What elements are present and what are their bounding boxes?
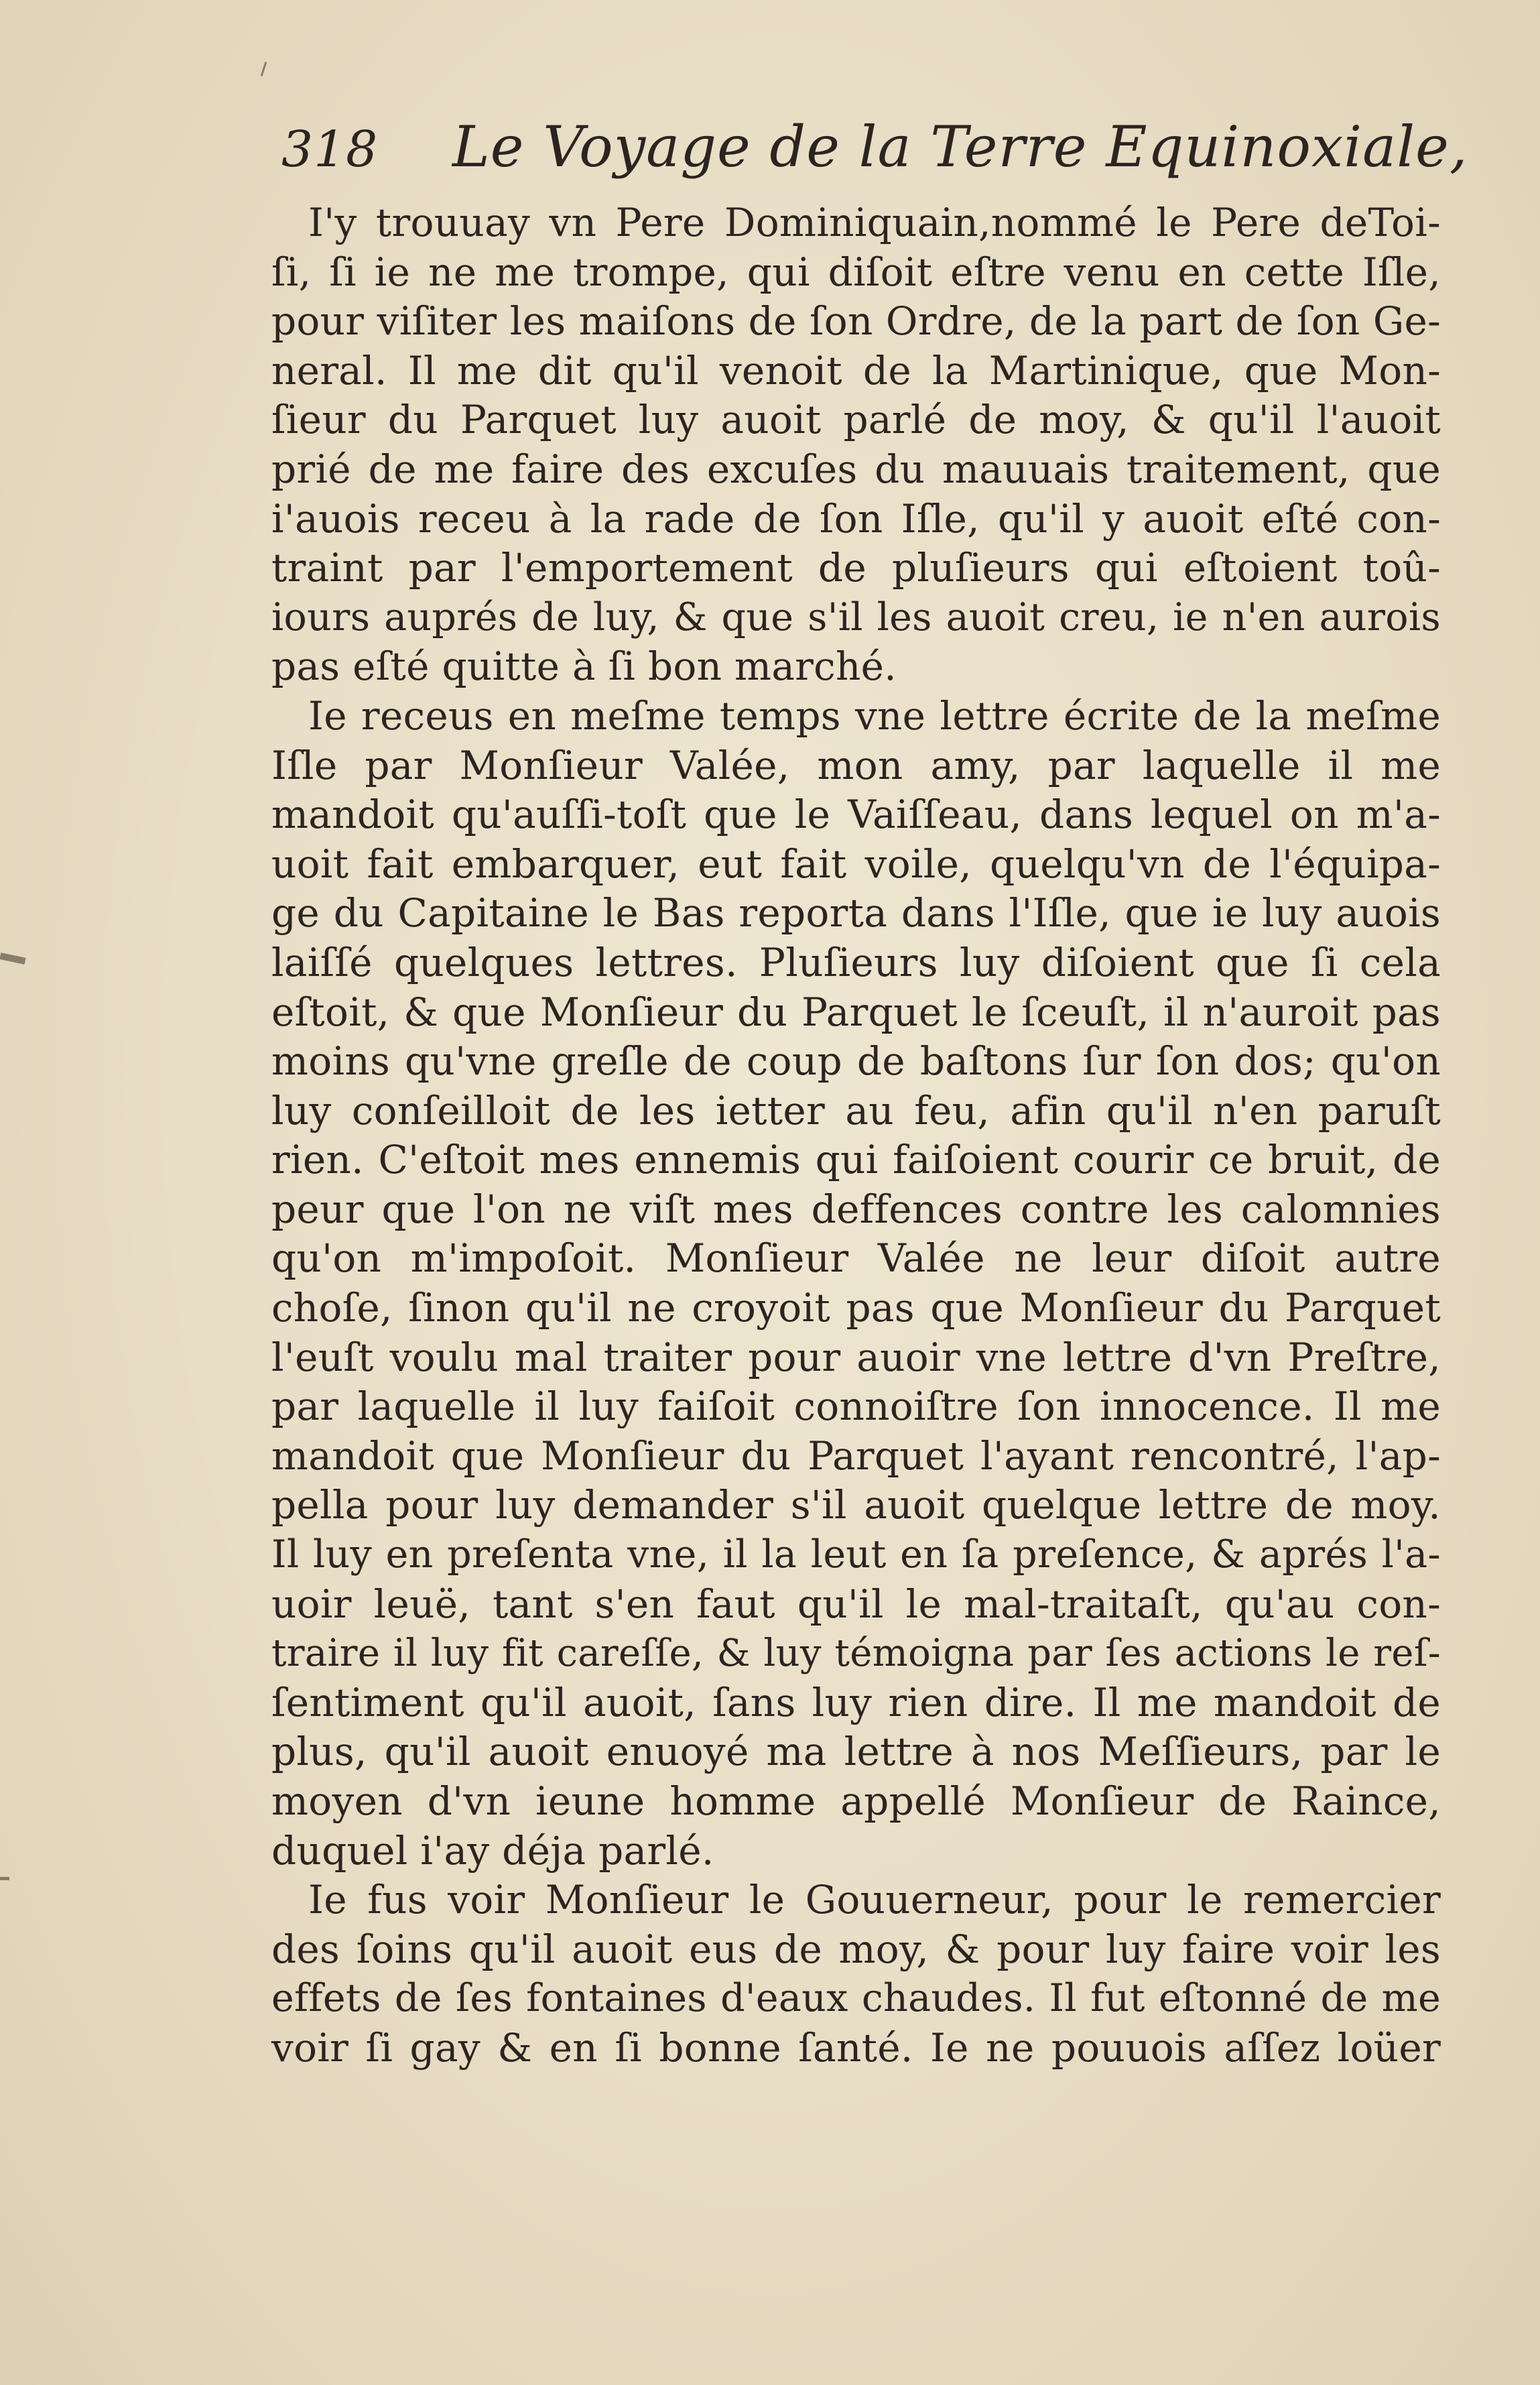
text-line: duquel i'ay déja parlé. xyxy=(271,1827,714,1874)
text-line: I'y trouuay vn Pere Dominiquain,nommé le Pere deToi- xyxy=(308,200,1441,245)
text-line: voir ſi gay & en ſi bonne ſanté. Ie ne pouuois aſſez loüer xyxy=(271,2024,1441,2071)
text-line: neral. Il me dit qu'il venoit de la Martinique, que Mon- xyxy=(271,347,1441,393)
text-line: Iſle par Monſieur Valée, mon amy, par laquelle il me xyxy=(271,742,1441,788)
page-header xyxy=(281,114,1468,194)
text-line: luy conſeilloit de les ietter au feu, afin qu'il n'en paruſt xyxy=(271,1087,1441,1134)
running-title: Le Voyage de la Terre Equinoxiale, xyxy=(452,114,1468,180)
text-line: l'euſt voulu mal traiter pour auoir vne lettre d'vn Preſtre, xyxy=(271,1334,1441,1380)
text-line: moins qu'vne greſle de coup de baſtons ſur ſon dos; qu'on xyxy=(271,1038,1441,1085)
text-line: Il luy en preſenta vne, il la leut en ſa preſence, & aprés l'a- xyxy=(271,1532,1441,1577)
text-line: Ie fus voir Monſieur le Gouuerneur, pour le remercier xyxy=(308,1877,1441,1923)
margin-speck xyxy=(0,953,26,965)
text-line: i'auois receu à la rade de ſon Iſle, qu'il y auoit eſté con- xyxy=(271,495,1441,542)
margin-speck xyxy=(0,1877,9,1880)
text-line: traire il luy fit careſſe, & luy témoigna par ſes actions le reſ- xyxy=(271,1632,1441,1676)
text-line: ſi, ſi ie ne me trompe, qui diſoit eſtre venu en cette Iſle, xyxy=(271,249,1441,295)
text-line: iours auprés de luy, & que s'il les auoit creu, ie n'en aurois xyxy=(271,595,1441,639)
text-line: prié de me faire des excuſes du mauuais traitement, que xyxy=(271,446,1441,492)
text-line: qu'on m'impoſoit. Monſieur Valée ne leur diſoit autre xyxy=(271,1235,1441,1282)
text-line: effets de ſes fontaines d'eaux chaudes. Il fut eſtonné de me xyxy=(271,1976,1441,2021)
text-line: mandoit qu'auſſi-toſt que le Vaiſſeau, dans lequel on m'a- xyxy=(271,792,1441,838)
text-line: ſieur du Parquet luy auoit parlé de moy, & qu'il l'auoit xyxy=(271,397,1441,443)
text-line: par laquelle il luy faiſoit connoiſtre ſon innocence. Il me xyxy=(271,1384,1441,1430)
text-line: pour viſiter les maiſons de ſon Ordre, de la part de ſon Ge- xyxy=(271,298,1441,345)
text-line: uoit fait embarquer, eut fait voile, quelqu'vn de l'équipa- xyxy=(271,841,1441,887)
body-text xyxy=(271,198,1441,2073)
text-line: peur que l'on ne viſt mes deffences contre les calomnies xyxy=(271,1186,1441,1232)
text-line: eſtoit, & que Monſieur du Parquet le ſceuſt, il n'auroit pas xyxy=(271,989,1441,1035)
text-line: pas eſté quitte à ſi bon marché. xyxy=(271,644,897,690)
text-line: pella pour luy demander s'il auoit quelque lettre de moy. xyxy=(271,1482,1441,1528)
text-line: laiſſé quelques lettres. Pluſieurs luy diſoient que ſi cela xyxy=(271,939,1441,985)
page-number: 318 xyxy=(281,121,379,178)
text-line: ge du Capitaine le Bas reporta dans l'Iſle, que ie luy auois xyxy=(271,890,1441,936)
text-line: rien. C'eſtoit mes ennemis qui faiſoient courir ce bruit, de xyxy=(271,1137,1441,1183)
text-line: ſentiment qu'il auoit, ſans luy rien dire. Il me mandoit de xyxy=(271,1679,1441,1725)
text-line: Ie receus en meſme temps vne lettre écrite de la meſme xyxy=(308,692,1441,739)
text-line: plus, qu'il auoit enuoyé ma lettre à nos Meſſieurs, par le xyxy=(271,1729,1441,1775)
text-line: traint par l'emportement de pluſieurs qui eſtoient toû- xyxy=(271,545,1441,591)
text-line: moyen d'vn ieune homme appellé Monſieur de Raince, xyxy=(271,1778,1441,1824)
text-line: uoir leuë, tant s'en faut qu'il le mal-traitaſt, qu'au con- xyxy=(271,1581,1441,1627)
margin-speck xyxy=(261,62,267,76)
text-line: des ſoins qu'il auoit eus de moy, & pour luy faire voir les xyxy=(271,1926,1441,1972)
text-line: choſe, ſinon qu'il ne croyoit pas que Monſieur du Parquet xyxy=(271,1285,1441,1331)
text-line: mandoit que Monſieur du Parquet l'ayant rencontré, l'ap- xyxy=(271,1432,1441,1479)
